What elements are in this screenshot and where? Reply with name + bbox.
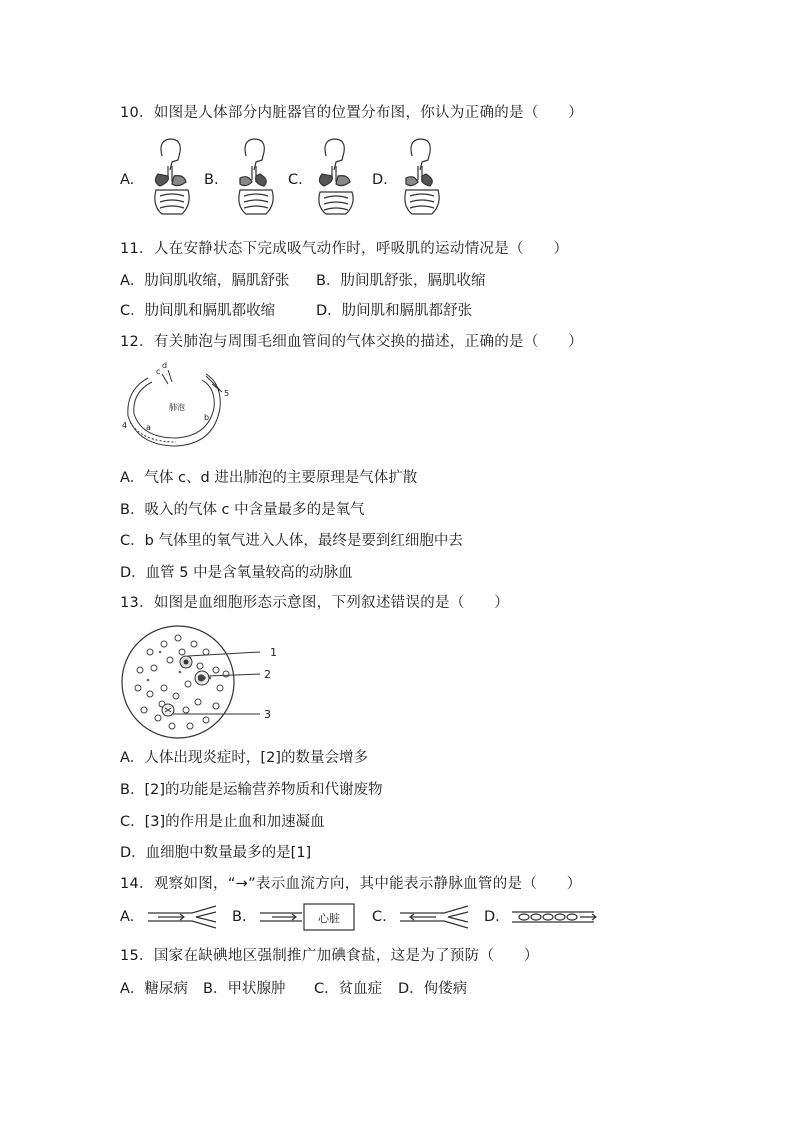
alveolus-label-4: 4 bbox=[122, 421, 128, 430]
question-15-stem: 15．国家在缺碘地区强制推广加碘食盐，这是为了预防（ ） bbox=[120, 948, 539, 964]
q11-option-c: C．肋间肌和膈肌都收缩 bbox=[120, 303, 276, 319]
q13-option-c: C．[3]的作用是止血和加速凝血 bbox=[120, 814, 325, 830]
q14-label-b: B. bbox=[232, 909, 247, 925]
q13-option-d: D．血细胞中数量最多的是[1] bbox=[120, 845, 312, 861]
question-13-stem: 13．如图是血细胞形态示意图，下列叙述错误的是（ ） bbox=[120, 595, 510, 611]
alveolus-label: 肺泡 bbox=[169, 403, 185, 412]
q12-option-d: D．血管 5 中是含氧量较高的动脉血 bbox=[120, 565, 353, 581]
vessel-figure-c bbox=[398, 904, 472, 930]
q10-organ-figure-c bbox=[312, 136, 360, 220]
alveolus-label-d: d bbox=[162, 362, 168, 370]
q10-organ-figure-a bbox=[148, 136, 196, 220]
q15-option-a: A．糖尿病 bbox=[120, 981, 188, 997]
q12-option-b: B．吸入的气体 c 中含量最多的是氧气 bbox=[120, 502, 365, 518]
q15-option-c: C．贫血症 bbox=[314, 981, 383, 997]
blood-cell-label-1: 1 bbox=[270, 646, 277, 659]
q14-label-c: C. bbox=[372, 909, 387, 925]
vessel-figure-a bbox=[146, 904, 220, 930]
q10-label-a: A. bbox=[120, 172, 135, 188]
q14-label-d: D. bbox=[484, 909, 500, 925]
q10-label-c: C. bbox=[288, 172, 303, 188]
question-14-stem: 14．观察如图，“→”表示血流方向，其中能表示静脉血管的是（ ） bbox=[120, 876, 582, 892]
q10-label-b: B. bbox=[204, 172, 219, 188]
question-11-stem: 11．人在安静状态下完成吸气动作时，呼吸肌的运动情况是（ ） bbox=[120, 241, 569, 257]
q14-label-a: A. bbox=[120, 909, 135, 925]
blood-cell-diagram bbox=[120, 622, 280, 742]
alveolus-label-c: c bbox=[156, 367, 161, 376]
question-12-stem: 12．有关肺泡与周围毛细血管间的气体交换的描述，正确的是（ ） bbox=[120, 334, 584, 350]
alveolus-label-5: 5 bbox=[224, 389, 230, 398]
vessel-figure-d bbox=[510, 906, 600, 928]
q11-option-a: A．肋间肌收缩，膈肌舒张 bbox=[120, 273, 290, 289]
q15-option-b: B．甲状腺肿 bbox=[203, 981, 286, 997]
vessel-figure-b bbox=[258, 902, 358, 932]
q10-organ-figure-b bbox=[232, 136, 280, 220]
alveolus-diagram bbox=[122, 362, 230, 452]
q11-option-b: B．肋间肌舒张，膈肌收缩 bbox=[316, 273, 486, 289]
alveolus-label-a: a bbox=[146, 423, 151, 432]
heart-label: 心脏 bbox=[318, 912, 340, 925]
q15-option-d: D．佝偻病 bbox=[398, 981, 468, 997]
q13-option-b: B．[2]的功能是运输营养物质和代谢废物 bbox=[120, 782, 383, 798]
q10-label-d: D. bbox=[372, 172, 388, 188]
question-10-stem: 10．如图是人体部分内脏器官的位置分布图，你认为正确的是（ ） bbox=[120, 105, 584, 121]
blood-cell-label-3: 3 bbox=[264, 708, 271, 721]
q12-option-a: A．气体 c、d 进出肺泡的主要原理是气体扩散 bbox=[120, 470, 418, 486]
q10-organ-figure-d bbox=[398, 136, 446, 220]
q13-option-a: A．人体出现炎症时，[2]的数量会增多 bbox=[120, 750, 368, 766]
q11-option-d: D．肋间肌和膈肌都舒张 bbox=[316, 303, 473, 319]
blood-cell-label-2: 2 bbox=[264, 668, 271, 681]
alveolus-label-b: b bbox=[204, 413, 210, 422]
q12-option-c: C．b 气体里的氧气进入人体，最终是要到红细胞中去 bbox=[120, 533, 463, 549]
